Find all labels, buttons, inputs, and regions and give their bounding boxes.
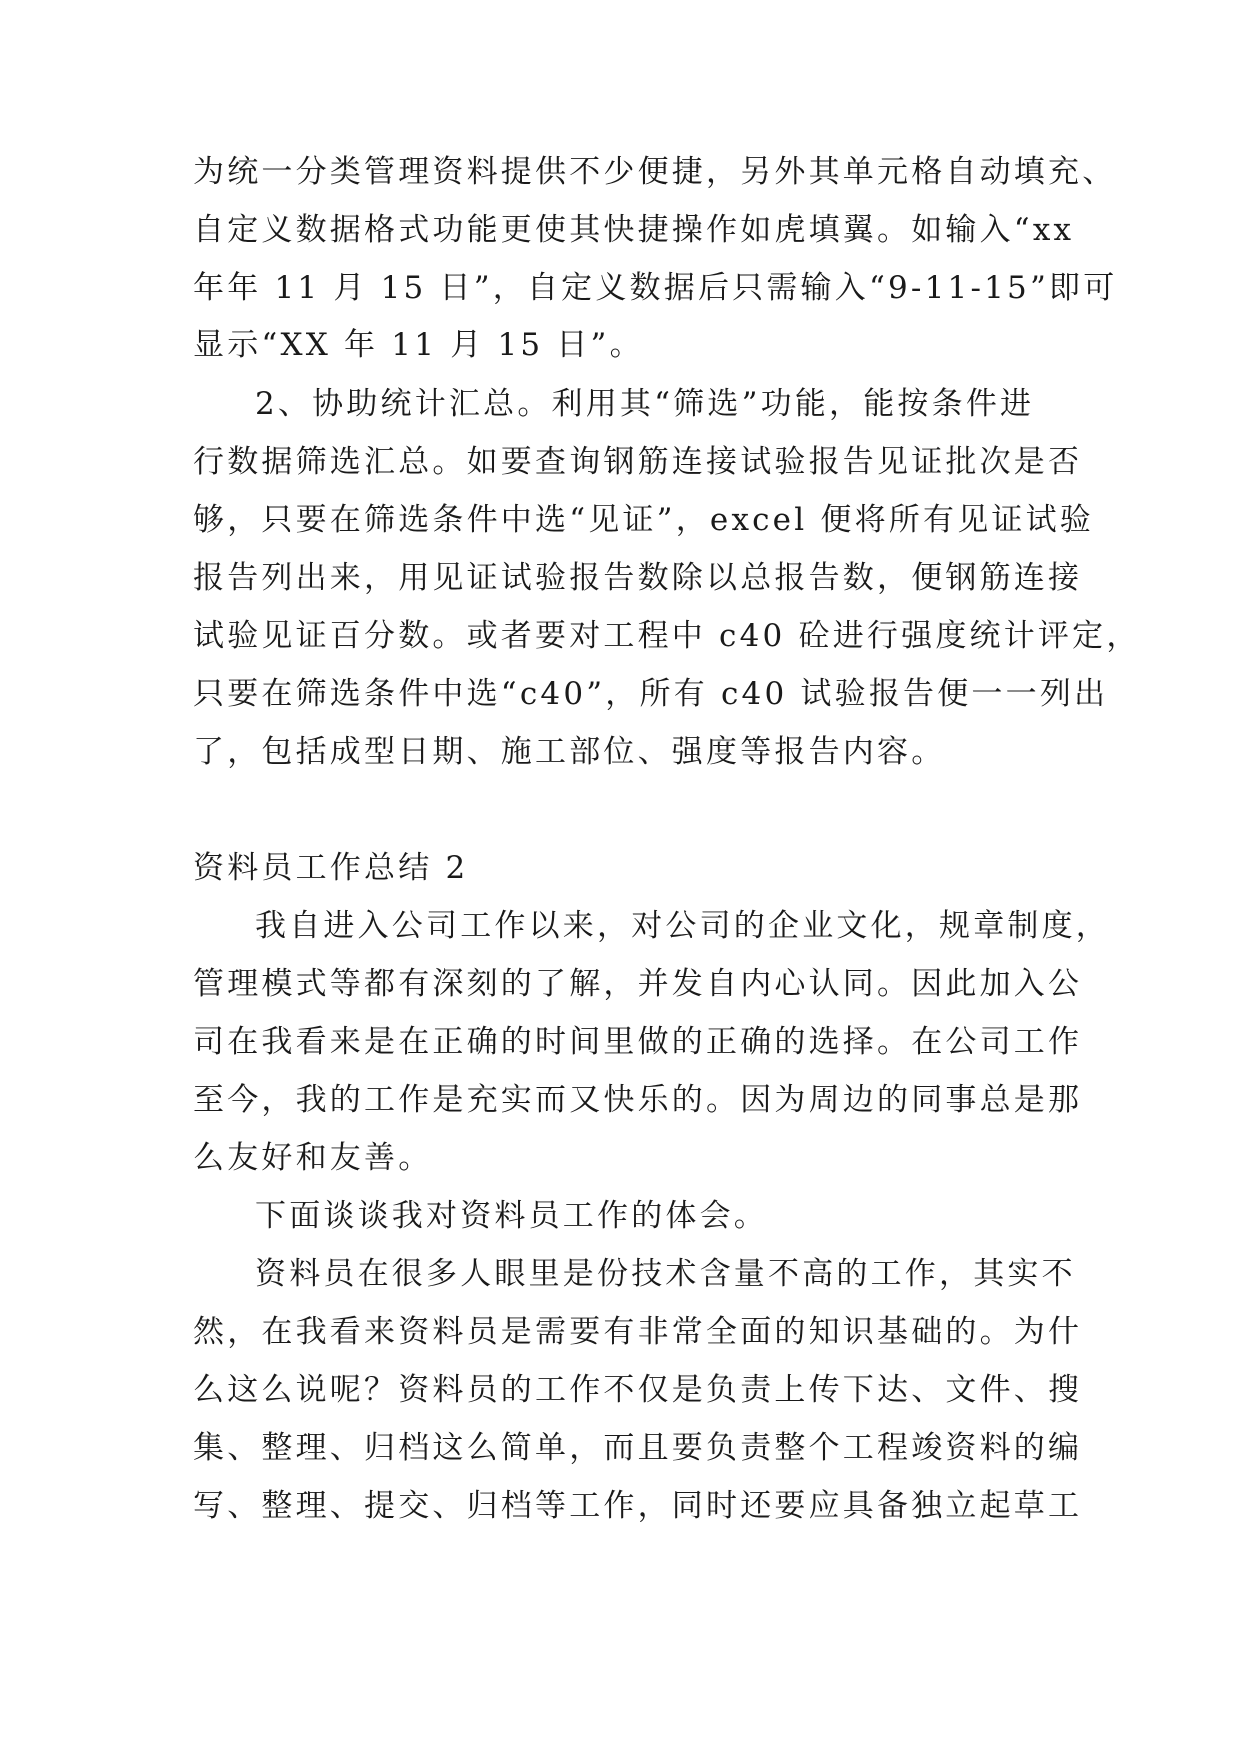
text-line: 下面谈谈我对资料员工作的体会。 <box>255 1198 768 1234</box>
text-line: 年年 11 月 15 日”，自定义数据后只需输入“9-11-15”即可 <box>193 270 1118 306</box>
text-line: 管理模式等都有深刻的了解，并发自内心认同。因此加入公 <box>193 966 1083 1002</box>
text-line: 试验见证百分数。或者要对工程中 c40 砼进行强度统计评定， <box>193 618 1141 654</box>
text-line: 行数据筛选汇总。如要查询钢筋连接试验报告见证批次是否 <box>193 444 1083 480</box>
text-line: 司在我看来是在正确的时间里做的正确的选择。在公司工作 <box>193 1024 1083 1060</box>
text-line: 2、协助统计汇总。利用其“筛选”功能，能按条件进 <box>255 386 1035 422</box>
text-line: 然，在我看来资料员是需要有非常全面的知识基础的。为什 <box>193 1314 1083 1350</box>
text-line: 至今，我的工作是充实而又快乐的。因为周边的同事总是那 <box>193 1082 1083 1118</box>
section-heading: 资料员工作总结 2 <box>193 850 469 886</box>
text-line: 了，包括成型日期、施工部位、强度等报告内容。 <box>193 734 946 770</box>
text-line: 集、整理、归档这么简单，而且要负责整个工程竣资料的编 <box>193 1430 1083 1466</box>
text-line: 自定义数据格式功能更使其快捷操作如虎填翼。如输入“xx <box>193 212 1075 248</box>
text-line: 我自进入公司工作以来，对公司的企业文化，规章制度， <box>255 908 1110 944</box>
text-line: 显示“XX 年 11 月 15 日”。 <box>193 327 644 363</box>
text-line: 够，只要在筛选条件中选“见证”，excel 便将所有见证试验 <box>193 502 1094 538</box>
text-line: 报告列出来，用见证试验报告数除以总报告数，便钢筋连接 <box>193 560 1083 596</box>
text-line: 只要在筛选条件中选“c40”，所有 c40 试验报告便一一列出 <box>193 676 1109 712</box>
text-line: 为统一分类管理资料提供不少便捷，另外其单元格自动填充、 <box>193 154 1117 190</box>
text-line: 资料员在很多人眼里是份技术含量不高的工作，其实不 <box>255 1256 1076 1292</box>
text-line: 么这么说呢？资料员的工作不仅是负责上传下达、文件、搜 <box>193 1372 1083 1408</box>
text-line: 么友好和友善。 <box>193 1140 433 1176</box>
text-line: 写、整理、提交、归档等工作，同时还要应具备独立起草工 <box>193 1488 1083 1524</box>
